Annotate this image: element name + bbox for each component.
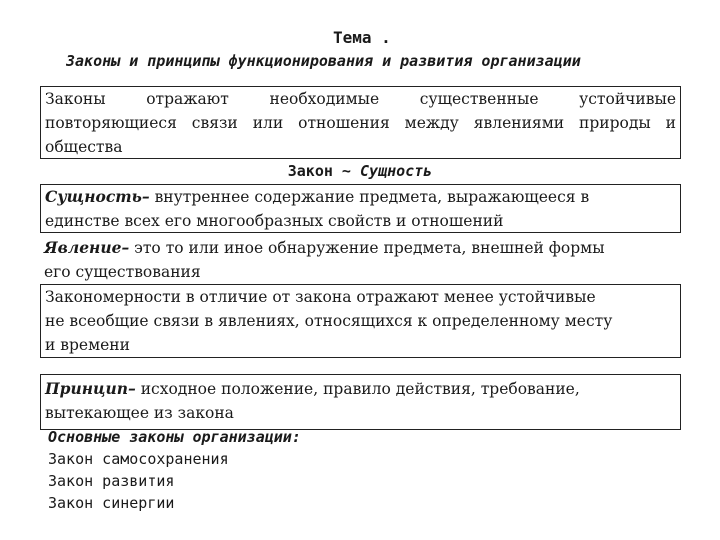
essence-definition-box [40,184,681,233]
topic-label: Тема . [333,28,391,47]
laws-line-1: Законы отражают необходимые существенные устойчивые [45,90,676,108]
essence-line-2: единстве всех его многообразных свойств и отношений [45,212,504,230]
principle-line-2: вытекающее из закона [45,404,234,422]
main-law-item: Закон синергии [48,494,175,512]
main-law-item: Закон развития [48,472,175,490]
essence-line-1 [45,185,676,209]
essence-text-1: внутреннее содержание предмета, выражающееся в [149,188,590,206]
law-essence-left: Закон ~ [287,162,360,180]
regularities-line-2: не всеобщие связи в явлениях, относящихся к определенному месту [45,312,613,330]
regularities-box [40,284,681,358]
laws-definition-box [40,86,681,159]
principle-box [40,374,681,430]
slide-title: Законы и принципы функционирования и развития организации [66,52,581,70]
regularities-line-3: и времени [45,336,130,354]
phenomenon-term: Явление– [44,238,130,257]
phenomenon-line-1 [44,236,605,260]
main-laws-heading: Основные законы организации: [48,428,301,446]
law-essence-heading [0,162,720,180]
regularities-line-1: Закономерности в отличие от закона отражают менее устойчивые [45,288,596,306]
law-essence-right: Сущность [360,162,433,180]
essence-term: Сущность– [45,187,150,206]
phenomenon-text-1: это то или иное обнаружение предмета, внешней формы [129,239,605,257]
laws-line-3: общества [45,138,123,156]
laws-line-2: повторяющиеся связи или отношения между явлениями природы и [45,114,676,132]
principle-line-1 [45,377,676,401]
main-law-item: Закон самосохранения [48,450,229,468]
principle-text-1: исходное положение, правило действия, требование, [135,380,580,398]
principle-term: Принцип– [45,379,136,398]
phenomenon-line-2: его существования [44,263,201,281]
